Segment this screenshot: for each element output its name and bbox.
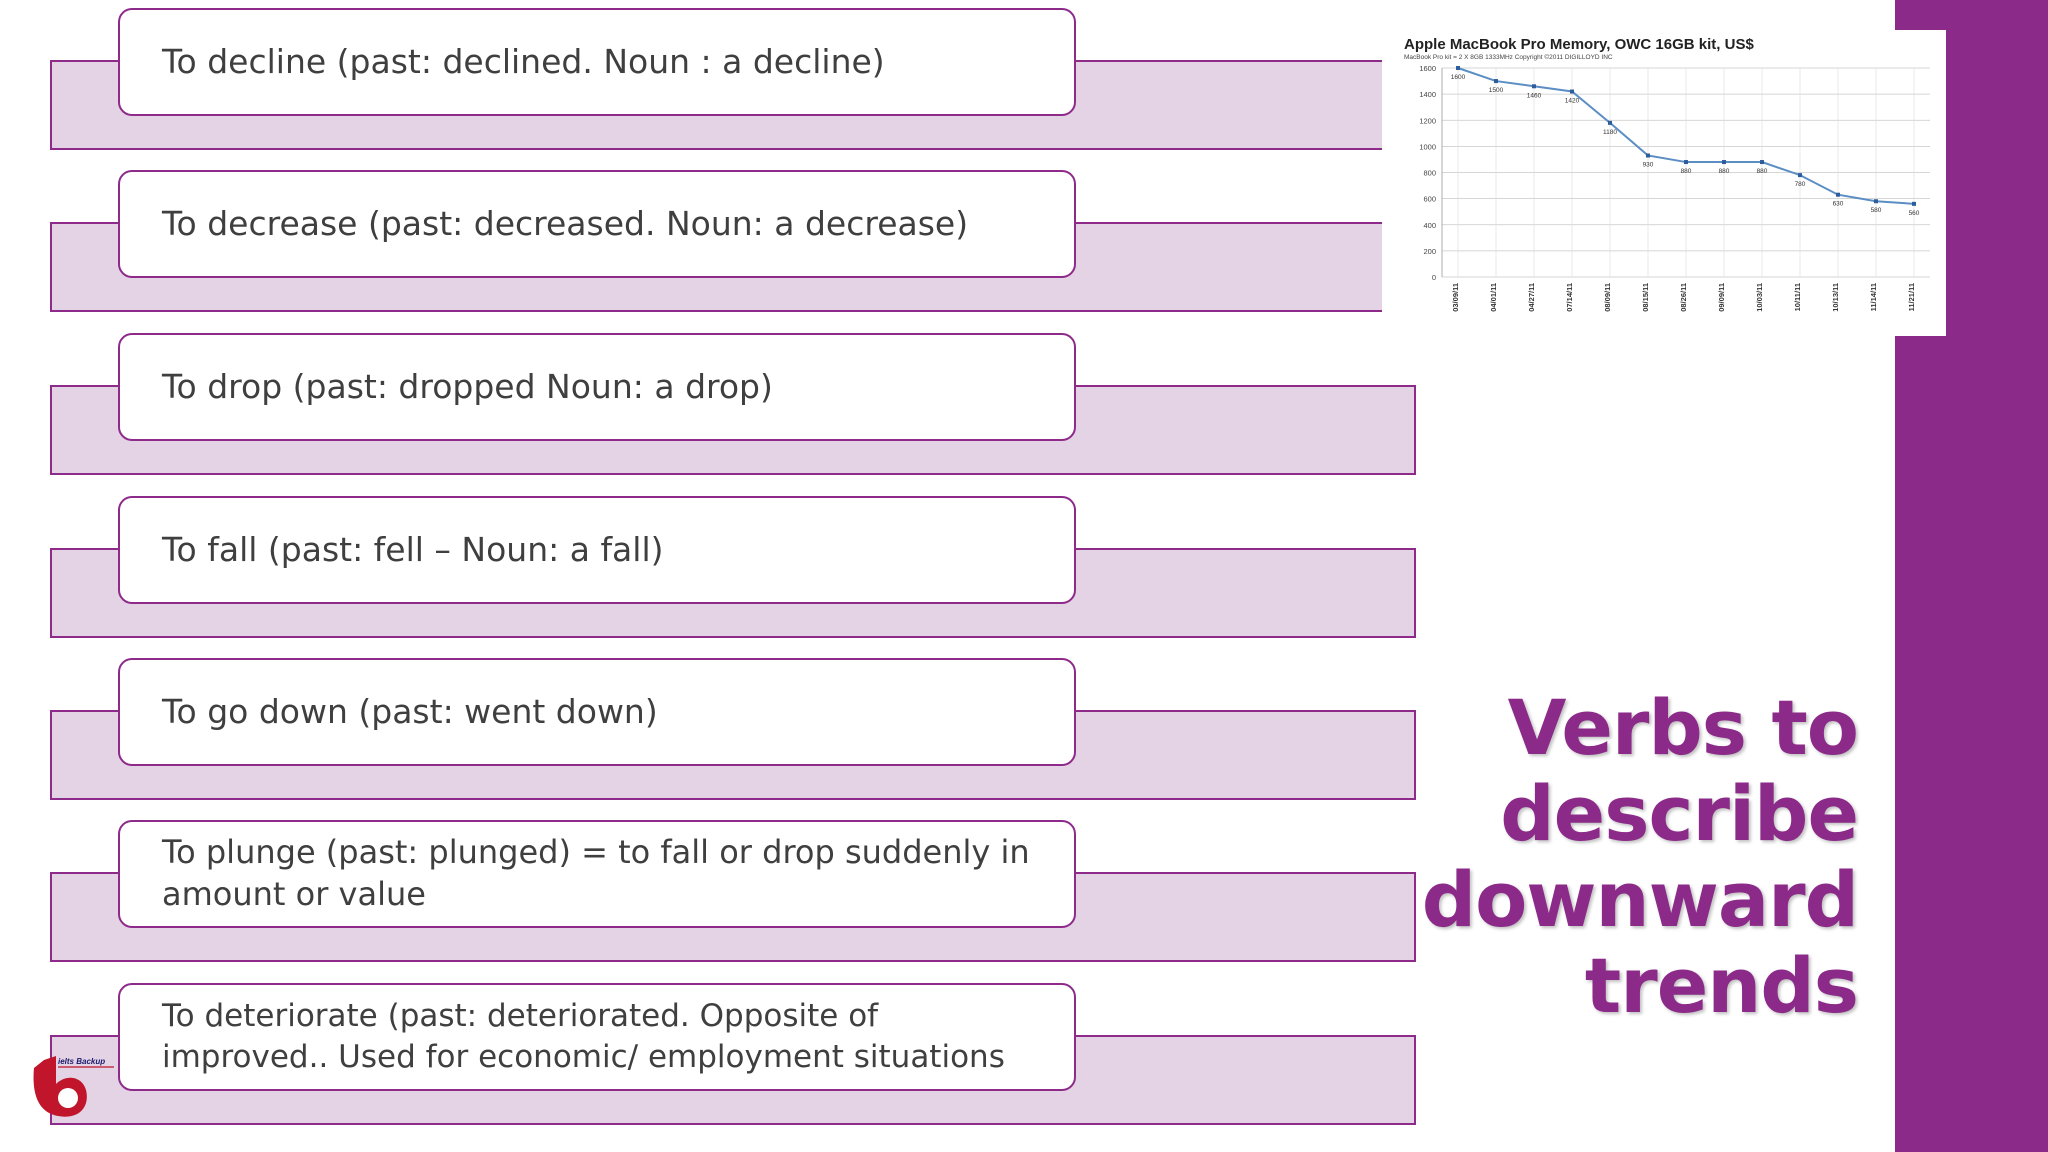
ielts-backup-logo xyxy=(28,1050,128,1122)
chart-point xyxy=(1684,160,1688,164)
chart-data-label: 630 xyxy=(1832,200,1844,208)
chart-x-tick-label: 10/13/11 xyxy=(1831,283,1840,312)
chart-y-tick-label: 800 xyxy=(1423,168,1436,178)
chart-y-tick-label: 0 xyxy=(1431,273,1436,282)
chart-x-tick-label: 09/09/11 xyxy=(1717,283,1726,312)
chart-x-tick-label: 03/09/11 xyxy=(1451,283,1460,312)
chart-data-label: 1600 xyxy=(1450,74,1466,81)
list-item xyxy=(0,333,1420,493)
item-text: To plunge (past: plunged) = to fall or drop suddenly in amount or value xyxy=(162,833,1030,913)
chart-point xyxy=(1836,193,1840,197)
chart-data-label: 560 xyxy=(1908,209,1920,217)
list-item xyxy=(0,8,1420,168)
chart-x-tick-label: 07/14/11 xyxy=(1565,283,1574,312)
chart-y-tick-label: 400 xyxy=(1423,220,1436,230)
chart-y-tick-label: 1000 xyxy=(1419,142,1436,152)
chart-subtitle: MacBook Pro kit = 2 X 8GB 1333MHz Copyright ©2011 DIGILLOYD INC xyxy=(1404,54,1613,61)
chart-y-tick-label: 1200 xyxy=(1419,116,1436,126)
title-line: Verbs to xyxy=(1507,683,1858,772)
chart-point xyxy=(1798,173,1802,177)
chart-x-tick-label: 10/11/11 xyxy=(1793,283,1802,312)
chart-data-label: 1420 xyxy=(1564,97,1580,105)
chart-x-tick-label: 08/09/11 xyxy=(1603,283,1612,312)
list-item xyxy=(0,820,1420,980)
chart-data-label: 1500 xyxy=(1488,87,1504,95)
chart-data-label: 880 xyxy=(1756,168,1768,176)
chart-point xyxy=(1494,79,1498,83)
item-label-box xyxy=(118,496,1076,604)
chart-data-label: 930 xyxy=(1642,161,1654,169)
item-text: To decline (past: declined. Noun : a decline) xyxy=(162,42,885,82)
chart-data-label: 580 xyxy=(1870,207,1882,215)
chart-data-label: 880 xyxy=(1718,168,1730,176)
item-text: To drop (past: dropped Noun: a drop) xyxy=(162,367,773,407)
item-text: To deteriorate (past: deteriorated. Opposite of improved.. Used for economic/ employment situations xyxy=(162,998,1005,1075)
chart-x-tick-label: 08/26/11 xyxy=(1679,283,1688,312)
title-line: describe xyxy=(1500,769,1858,858)
chart-data-label: 1460 xyxy=(1526,92,1542,100)
item-label-box xyxy=(118,8,1076,116)
item-label-box xyxy=(118,658,1076,766)
title-line: trends xyxy=(1584,941,1858,1030)
slide-title xyxy=(1258,685,1858,1029)
chart-y-tick-label: 200 xyxy=(1423,246,1436,256)
item-label-box xyxy=(118,983,1076,1091)
chart-y-tick-label: 1600 xyxy=(1419,64,1436,73)
item-text: To fall (past: fell – Noun: a fall) xyxy=(162,530,664,570)
item-text: To decrease (past: decreased. Noun: a decrease) xyxy=(162,204,969,244)
chart-point xyxy=(1874,199,1878,203)
chart-x-tick-label: 11/21/11 xyxy=(1907,283,1916,312)
chart-data-label: 880 xyxy=(1680,168,1692,176)
list-item xyxy=(0,983,1420,1143)
chart-point xyxy=(1456,66,1460,70)
chart-x-tick-label: 11/14/11 xyxy=(1869,283,1878,312)
list-item xyxy=(0,658,1420,818)
chart-x-tick-label: 08/15/11 xyxy=(1641,283,1650,312)
chart-x-ticks xyxy=(1451,283,1916,312)
chart-x-tick-label: 04/27/11 xyxy=(1527,283,1536,312)
chart-data-labels xyxy=(1451,74,1920,217)
item-label-box xyxy=(118,820,1076,928)
chart-point xyxy=(1912,202,1916,206)
chart-data-label: 780 xyxy=(1794,181,1806,189)
title-line: downward xyxy=(1421,855,1858,944)
chart-y-ticks xyxy=(1419,64,1436,282)
memory-price-chart xyxy=(1382,30,1946,336)
chart-point xyxy=(1646,154,1650,158)
chart-point xyxy=(1608,121,1612,125)
chart-point xyxy=(1760,160,1764,164)
list-item xyxy=(0,496,1420,656)
chart-y-tick-label: 1400 xyxy=(1419,90,1436,100)
item-label-box xyxy=(118,333,1076,441)
chart-point xyxy=(1570,90,1574,94)
chart-point xyxy=(1722,160,1726,164)
list-item xyxy=(0,170,1420,330)
chart-y-tick-label: 600 xyxy=(1423,194,1436,204)
item-text: To go down (past: went down) xyxy=(162,692,658,732)
chart-x-tick-label: 10/03/11 xyxy=(1755,283,1764,312)
chart-point xyxy=(1532,84,1536,88)
chart-data-label: 1180 xyxy=(1603,128,1617,136)
chart-title: Apple MacBook Pro Memory, OWC 16GB kit, US$ xyxy=(1404,36,1754,53)
chart-x-tick-label: 04/01/11 xyxy=(1489,283,1498,312)
item-label-box xyxy=(118,170,1076,278)
logo-text: ielts Backup xyxy=(58,1057,106,1066)
